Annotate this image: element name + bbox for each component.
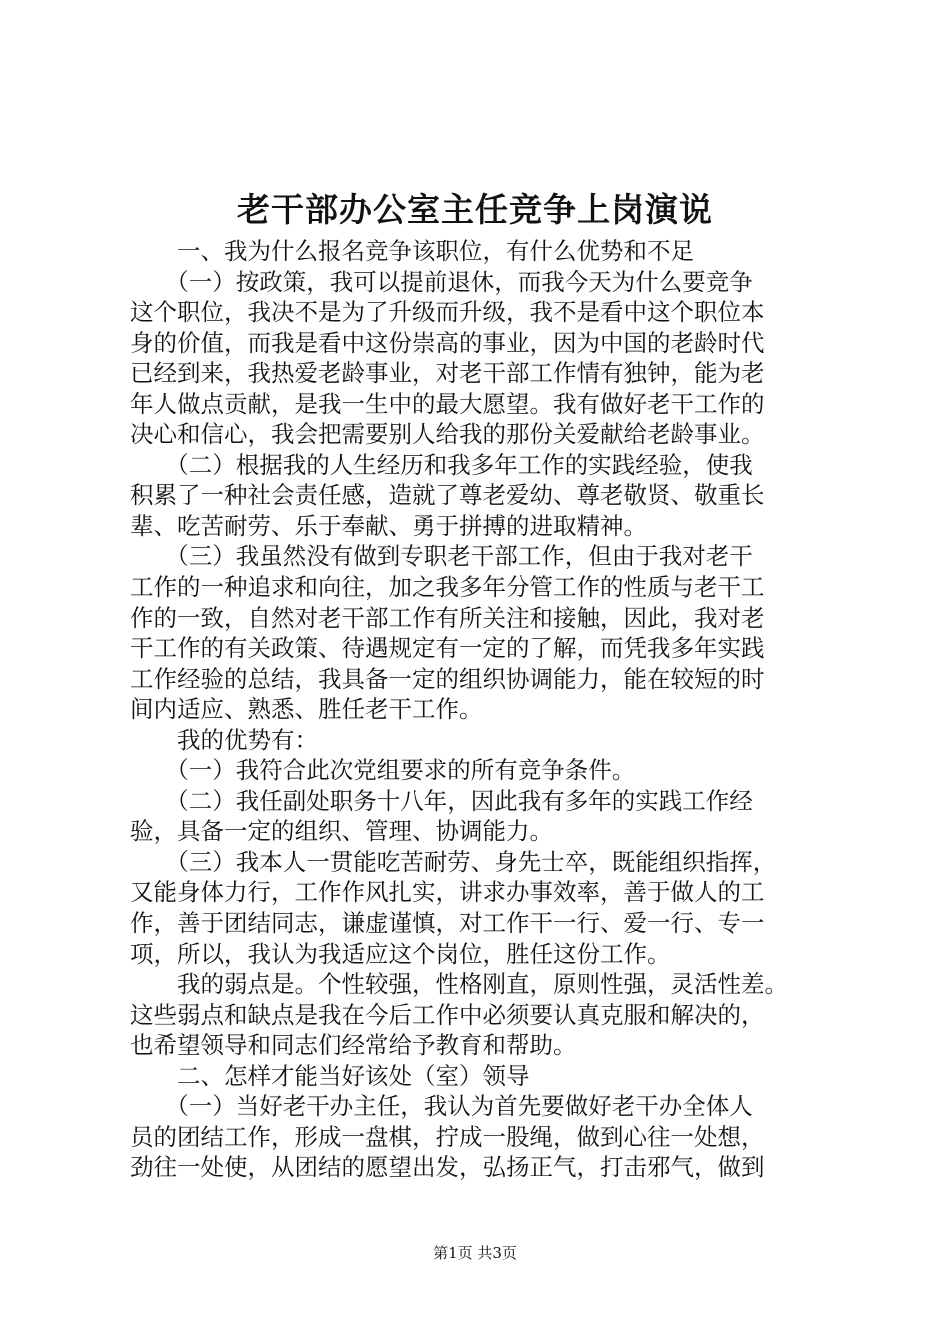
body-line: （二）根据我的人生经历和我多年工作的实践经验，使我 xyxy=(130,450,753,479)
body-line: 积累了一种社会责任感，造就了尊老爱幼、尊老敬贤、敬重长 xyxy=(130,481,765,510)
body-line: 劲往一处使，从团结的愿望出发，弘扬正气，打击邪气，做到 xyxy=(130,1153,765,1182)
body-line: 干工作的有关政策、待遇规定有一定的了解，而凭我多年实践 xyxy=(130,634,765,663)
body-line: 工作经验的总结，我具备一定的组织协调能力，能在较短的时 xyxy=(130,664,765,693)
body-line: （二）我任副处职务十八年，因此我有多年的实践工作经 xyxy=(130,786,753,815)
body-line: 我的弱点是。个性较强，性格刚直，原则性强，灵活性差。 xyxy=(130,970,788,999)
body-line: 也希望领导和同志们经常给予教育和帮助。 xyxy=(130,1031,577,1060)
body-line: （三）我本人一贯能吃苦耐劳、身先士卒，既能组织指挥， xyxy=(130,847,777,876)
body-line: 又能身体力行，工作作风扎实，讲求办事效率，善于做人的工 xyxy=(130,878,765,907)
body-line: 项，所以，我认为我适应这个岗位，胜任这份工作。 xyxy=(130,939,671,968)
body-line: 一、我为什么报名竞争该职位，有什么优势和不足 xyxy=(130,237,694,265)
body-line: 作，善于团结同志，谦虚谨慎，对工作干一行、爱一行、专一 xyxy=(130,909,765,938)
body-line: 作的一致，自然对老干部工作有所关注和接触，因此，我对老 xyxy=(130,603,765,632)
body-line: （一）我符合此次党组要求的所有竞争条件。 xyxy=(130,756,636,785)
document-body xyxy=(130,236,835,1183)
body-line: 决心和信心，我会把需要别人给我的那份关爱献给老龄事业。 xyxy=(130,420,765,449)
body-line: 这个职位，我决不是为了升级而升级，我不是看中这个职位本 xyxy=(130,298,765,327)
body-line: （一）按政策，我可以提前退休，而我今天为什么要竞争 xyxy=(130,267,753,296)
body-line: 年人做点贡献，是我一生中的最大愿望。我有做好老干工作的 xyxy=(130,389,765,418)
body-line: 身的价值，而我是看中这份崇高的事业，因为中国的老龄时代 xyxy=(130,328,765,357)
body-line: （一）当好老干办主任，我认为首先要做好老干办全体人 xyxy=(130,1092,753,1121)
body-line: 工作的一种追求和向往，加之我多年分管工作的性质与老干工 xyxy=(130,573,765,602)
body-line: 间内适应、熟悉、胜任老干工作。 xyxy=(130,695,483,724)
document-title: 老干部办公室主任竞争上岗演说 xyxy=(237,190,713,229)
body-line: 验，具备一定的组织、管理、协调能力。 xyxy=(130,817,553,846)
body-line: 我的优势有： xyxy=(130,725,318,754)
body-line: 这些弱点和缺点是我在今后工作中必须要认真克服和解决的， xyxy=(130,1000,765,1029)
body-line: 二、怎样才能当好该处（室）领导 xyxy=(130,1061,530,1090)
body-line: 辈、吃苦耐劳、乐于奉献、勇于拼搏的进取精神。 xyxy=(130,511,647,540)
body-line: （三）我虽然没有做到专职老干部工作，但由于我对老干 xyxy=(130,542,753,571)
body-line: 员的团结工作，形成一盘棋，拧成一股绳，做到心往一处想， xyxy=(130,1122,765,1151)
body-line: 已经到来，我热爱老龄事业，对老干部工作情有独钟，能为老 xyxy=(130,359,765,388)
page-footer: 第1页 共3页 xyxy=(433,1244,517,1262)
